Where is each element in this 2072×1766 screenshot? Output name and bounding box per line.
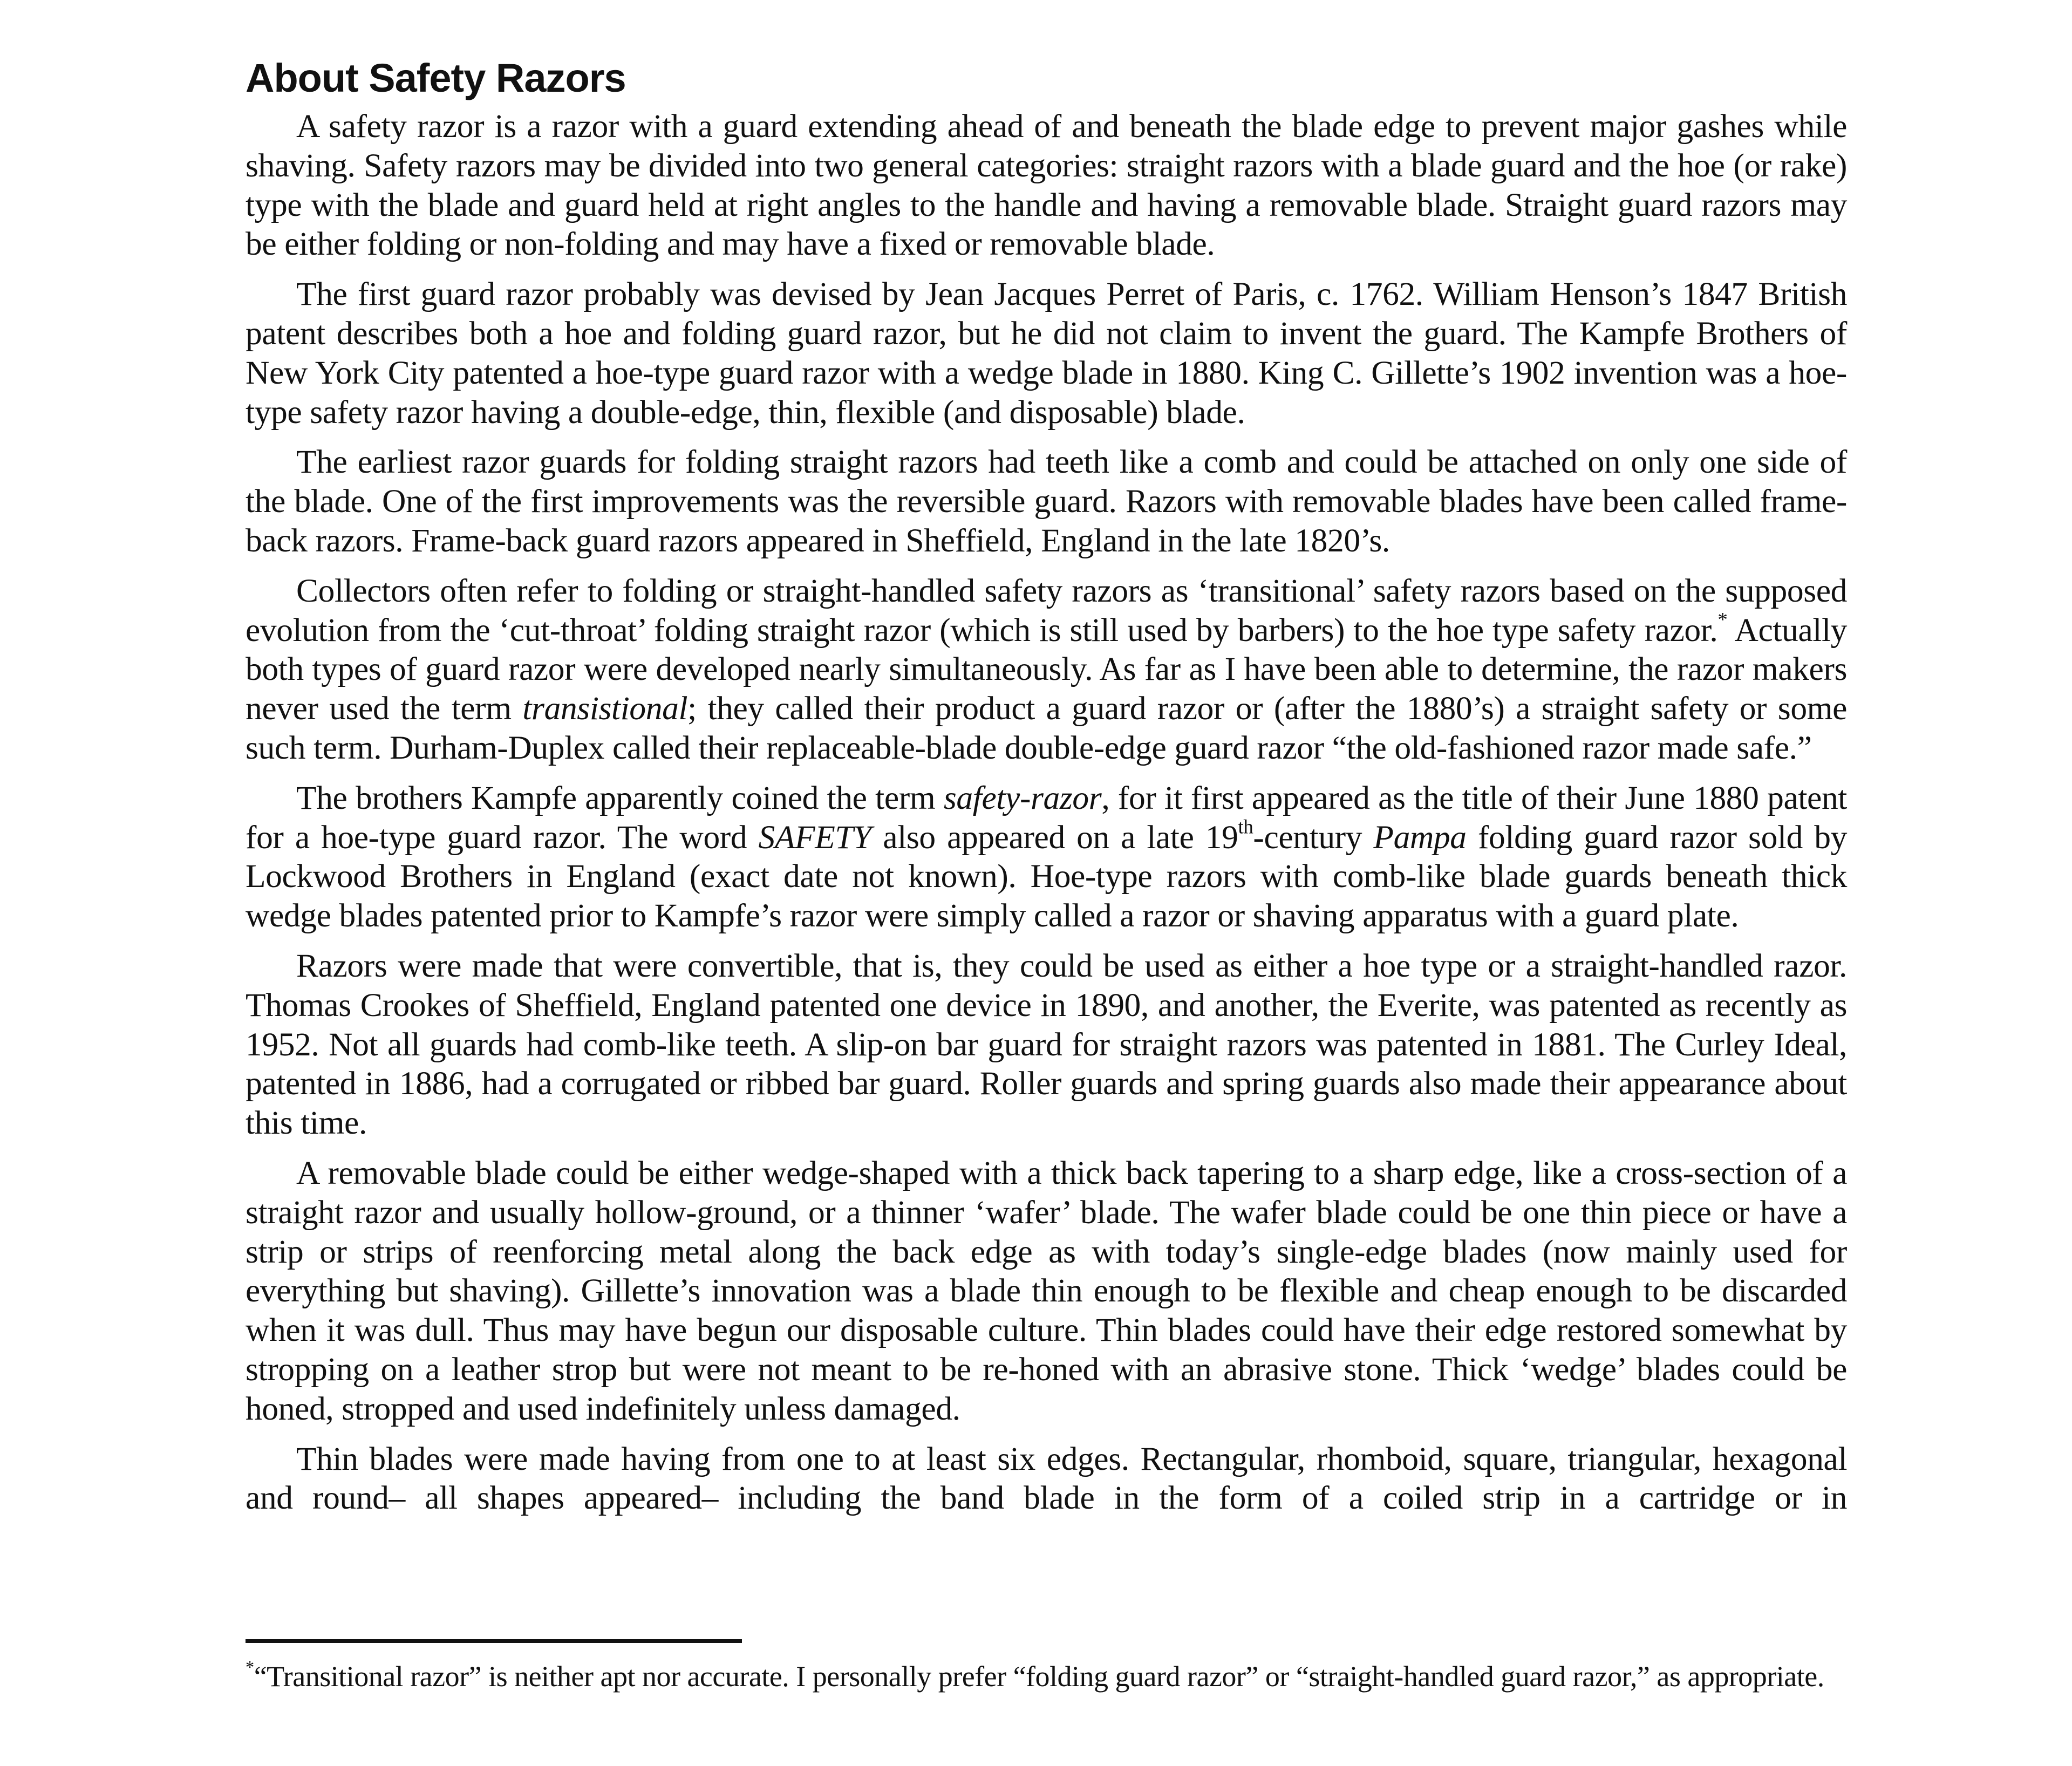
- footnote-body: “Transitional razor” is neither apt nor accurate. I personally prefer “folding guard razor” or “straight-handled guard razor,” as appropriate.: [254, 1660, 1824, 1693]
- footnote-text: [246, 1658, 1847, 1695]
- footnote-separator: [246, 1639, 742, 1643]
- paragraph-3: The earliest razor guards for folding straight razors had teeth like a comb and could be attached on only one side of the blade. One of the first improvements was the reversible guard. Razors with removable blades have been called frame-back razors. Frame-back guard razors appeared in Sheffield, England in the late 1820’s.: [246, 444, 1847, 559]
- page-title: About Safety Razors: [246, 56, 626, 100]
- paragraph-5-part-b: , for it first appeared as the title of their June 1880 patent for a hoe-type guard razor. The word: [246, 779, 1847, 856]
- paragraph-5-part-d: -century: [1253, 819, 1374, 856]
- italic-term-safety: SAFETY: [758, 819, 871, 856]
- paragraph-4: [246, 571, 1847, 768]
- italic-term-safety-razor: safety-razor: [943, 779, 1102, 816]
- paragraph-6: Razors were made that were convertible, that is, they could be used as either a hoe type or a straight-handled razor. Thomas Crookes of Sheffield, England patented one device in 1890, and another, the Everite, was patented as recently as 1952. Not all guards had comb-like teeth. A slip-on bar guard for straight razors was patented in 1881. The Curley Ideal, patented in 1886, had a corrugated or ribbed bar guard. Roller guards and spring guards also made their appearance about this time.: [246, 947, 1847, 1142]
- body-text: [246, 107, 1847, 1529]
- paragraph-5-part-a: The brothers Kampfe apparently coined the term: [296, 779, 944, 816]
- paragraph-5-part-c: also appeared on a late 19: [871, 819, 1238, 856]
- paragraph-1: A safety razor is a razor with a guard extending ahead of and beneath the blade edge to prevent major gashes while shaving. Safety razors may be divided into two general categories: straight razors with a blade guard and the hoe (or rake) type with the blade and guard held at right angles to the handle and having a removable blade. Straight guard razors may be either folding or non-folding and may have a fixed or removable blade.: [246, 108, 1847, 263]
- paragraph-8: Thin blades were made having from one to at least six edges. Rectangular, rhomboid, square, triangular, hexagonal and round– all shapes appeared– including the band blade in the form of a coiled strip in a cartridge or in: [246, 1440, 1847, 1517]
- footnote-mark: *: [246, 1658, 254, 1678]
- paragraph-4-part-a: Collectors often refer to folding or straight-handled safety razors as ‘transitional’ safety razors based on the supposed evolution from the ‘cut-throat’ folding straight razor (which is still used by barbers) to the hoe type safety razor.: [246, 572, 1847, 649]
- paragraph-5-part-e: folding guard razor sold by Lockwood Brothers in England (exact date not known). Hoe-type razors with comb-like blade guards beneath thick wedge blades patented prior to Kampfe’s razor were simply called a razor or shaving apparatus with a guard plate.: [246, 819, 1847, 935]
- paragraph-2: The first guard razor probably was devised by Jean Jacques Perret of Paris, c. 1762. William Henson’s 1847 British patent describes both a hoe and folding guard razor, but he did not claim to invent the guard. The Kampfe Brothers of New York City patented a hoe-type guard razor with a wedge blade in 1880. King C. Gillette’s 1902 invention was a hoe-type safety razor having a double-edge, thin, flexible (and disposable) blade.: [246, 276, 1847, 431]
- italic-term-pampa: Pampa: [1373, 819, 1467, 856]
- paragraph-4-part-b: Actually both types of guard razor were developed nearly simultaneously. As far as I have been able to determine, the razor makers never used the term: [246, 611, 1847, 727]
- footnote-reference[interactable]: *: [1717, 608, 1728, 630]
- paragraph-4-part-c: ; they called their product a guard razor or (after the 1880’s) a straight safety or some such term. Durham-Duplex called their replaceable-blade double-edge guard razor “the old-fashioned razor made safe.”: [246, 690, 1848, 766]
- ordinal-superscript: th: [1238, 815, 1253, 837]
- footnote: [246, 1658, 1847, 1695]
- paragraph-5: [246, 779, 1847, 936]
- paragraph-7: A removable blade could be either wedge-shaped with a thick back tapering to a sharp edge, like a cross-section of a straight razor and usually hollow-ground, or a thinner ‘wafer’ blade. The wafer blade could be one thin piece or have a strip or strips of reenforcing metal along the back edge as with today’s single-edge blades (now mainly used for everything but shaving). Gillette’s innovation was a blade thin enough to be flexible and cheap enough to be discarded when it was dull. Thus may have begun our disposable culture. Thin blades could have their edge restored somewhat by stropping on a leather strop but were not meant to be re-honed with an abrasive stone. Thick ‘wedge’ blades could be honed, stropped and used indefinitely unless damaged.: [246, 1154, 1847, 1427]
- italic-term-transistional: transistional: [522, 690, 688, 727]
